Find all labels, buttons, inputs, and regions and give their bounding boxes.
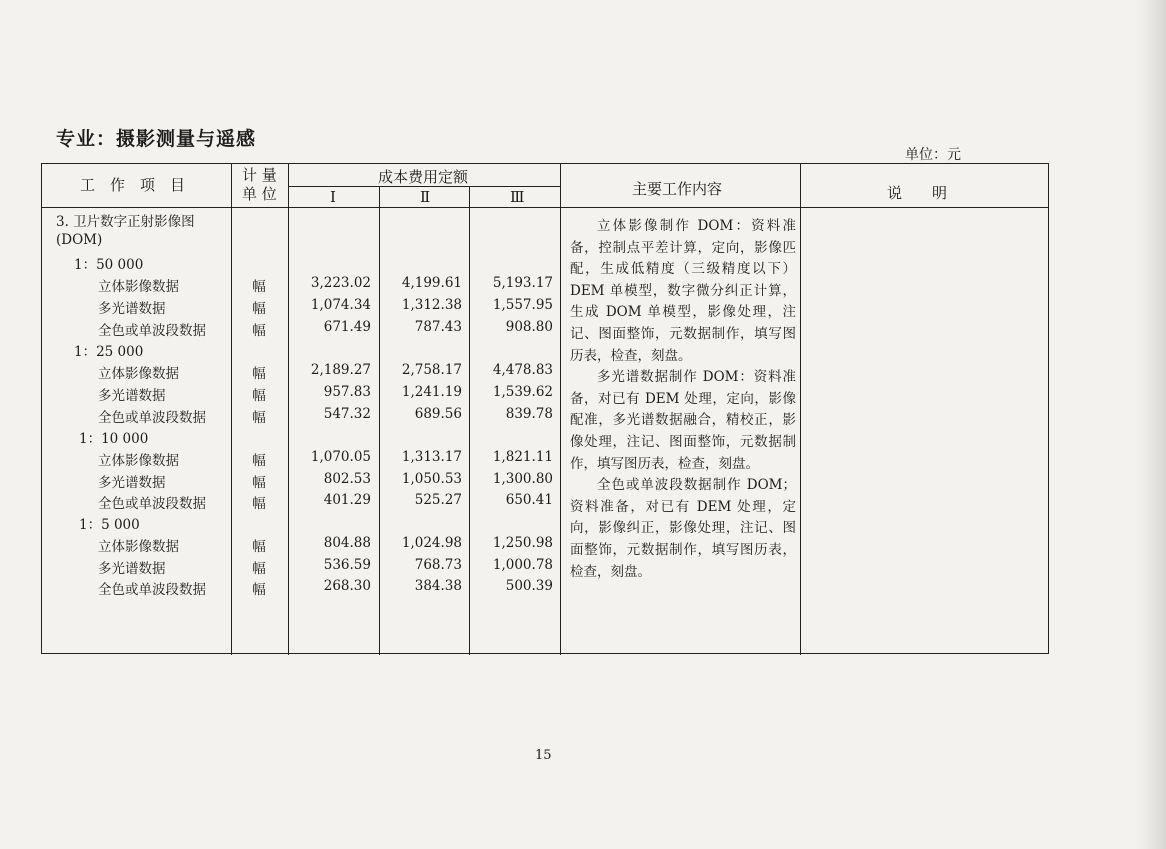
value-grade2: 1,024.98	[401, 535, 462, 551]
item-name: 全色或单波段数据	[98, 410, 206, 426]
item-name: 全色或单波段数据	[98, 496, 206, 512]
value-grade2: 4,199.61	[401, 275, 462, 291]
value-grade2: 768.73	[414, 557, 462, 573]
item-name: 多光谱数据	[98, 301, 166, 317]
header-grade-3: Ⅲ	[510, 188, 525, 206]
value-grade3: 1,821.11	[492, 449, 553, 465]
value-grade1: 1,070.05	[310, 449, 371, 465]
item-name: 多光谱数据	[98, 388, 166, 404]
value-grade1: 547.32	[323, 406, 371, 422]
specialty-heading: 专业：摄影测量与遥感	[56, 128, 257, 150]
item-unit: 幅	[252, 539, 266, 555]
value-grade1: 802.53	[323, 471, 371, 487]
header-bottom-rule	[42, 207, 1048, 208]
value-grade3: 1,250.98	[492, 535, 553, 551]
value-grade1: 2,189.27	[310, 362, 371, 378]
unit-note: 单位：元	[905, 147, 961, 163]
section-subtitle: (DOM)	[56, 232, 103, 248]
item-unit: 幅	[252, 279, 266, 295]
value-grade3: 650.41	[505, 492, 553, 508]
col-rule-remark	[800, 164, 801, 655]
section-title: 3. 卫片数字正射影像图	[56, 214, 195, 230]
value-grade3: 1,000.78	[492, 557, 553, 573]
work-content-multispectral: 多光谱数据制作 DOM：资料准备，对已有 DEM 处理，定向，影像配准，多光谱数据融合，精校正，影像处理，注记、图面整饰，元数据制作，填写图历表，检查，刻盘。	[570, 369, 796, 472]
value-grade2: 384.38	[414, 578, 462, 594]
scale-label: 1：50 000	[74, 257, 144, 273]
item-name: 立体影像数据	[98, 539, 179, 555]
item-name: 全色或单波段数据	[98, 582, 206, 598]
col-rule-unit	[231, 164, 232, 655]
value-grade2: 1,241.19	[401, 384, 462, 400]
header-grade-1: Ⅰ	[330, 188, 336, 206]
scan-edge-shadow	[1136, 0, 1166, 849]
col-rule-work	[560, 164, 561, 655]
work-content-stereo: 立体影像制作 DOM：资料准备，控制点平差计算，定向，影像匹配，生成低精度（三级精度以下）DEM 单模型，数字微分纠正计算，生成 DOM 单模型，影像处理，注记、图面整饰，元数据制作，填写图历表，检查，刻盘。	[570, 218, 796, 364]
value-grade1: 671.49	[323, 319, 371, 335]
header-item: 工 作 项 目	[80, 176, 186, 194]
value-grade3: 839.78	[505, 406, 553, 422]
value-grade2: 1,312.38	[401, 297, 462, 313]
value-grade1: 1,074.34	[310, 297, 371, 313]
value-grade1: 536.59	[323, 557, 371, 573]
item-unit: 幅	[252, 388, 266, 404]
value-grade3: 1,539.62	[492, 384, 553, 400]
cost-quota-table	[41, 163, 1049, 654]
item-name: 全色或单波段数据	[98, 323, 206, 339]
header-unit-line1: 计 量	[242, 166, 277, 184]
item-unit: 幅	[252, 410, 266, 426]
header-grade-2: Ⅱ	[420, 188, 431, 206]
item-unit: 幅	[252, 496, 266, 512]
value-grade1: 957.83	[323, 384, 371, 400]
value-grade1: 268.30	[323, 578, 371, 594]
value-grade2: 689.56	[414, 406, 462, 422]
item-unit: 幅	[252, 323, 266, 339]
scale-label: 1：25 000	[74, 344, 144, 360]
header-unit-line2: 单 位	[242, 185, 277, 203]
value-grade2: 525.27	[414, 492, 462, 508]
scale-label: 1：10 000	[79, 431, 149, 447]
item-name: 多光谱数据	[98, 561, 166, 577]
value-grade2: 787.43	[414, 319, 462, 335]
value-grade3: 5,193.17	[492, 275, 553, 291]
value-grade3: 4,478.83	[492, 362, 553, 378]
item-name: 立体影像数据	[98, 366, 179, 382]
value-grade3: 1,300.80	[492, 471, 553, 487]
item-unit: 幅	[252, 453, 266, 469]
value-grade2: 1,313.17	[401, 449, 462, 465]
item-name: 立体影像数据	[98, 279, 179, 295]
header-work-content: 主要工作内容	[632, 180, 723, 198]
item-name: 立体影像数据	[98, 453, 179, 469]
item-unit: 幅	[252, 475, 266, 491]
work-content	[570, 216, 796, 583]
item-unit: 幅	[252, 561, 266, 577]
value-grade1: 3,223.02	[310, 275, 371, 291]
value-grade3: 908.80	[505, 319, 553, 335]
work-content-panchromatic: 全色或单波段数据制作 DOM；资料准备，对已有 DEM 处理，定向，影像纠正，影像处理，注记、图面整饰，元数据制作，填写图历表，检查，刻盘。	[570, 477, 796, 580]
value-grade2: 1,050.53	[401, 471, 462, 487]
header-cost-group: 成本费用定额	[378, 168, 469, 186]
value-grade2: 2,758.17	[401, 362, 462, 378]
value-grade1: 401.29	[323, 492, 371, 508]
scale-label: 1：5 000	[79, 517, 140, 533]
item-name: 多光谱数据	[98, 475, 166, 491]
item-unit: 幅	[252, 582, 266, 598]
value-grade1: 804.88	[323, 535, 371, 551]
item-unit: 幅	[252, 301, 266, 317]
value-grade3: 1,557.95	[492, 297, 553, 313]
value-grade3: 500.39	[505, 578, 553, 594]
page-number: 15	[535, 748, 552, 763]
header-remark: 说 明	[887, 184, 948, 202]
item-unit: 幅	[252, 366, 266, 382]
